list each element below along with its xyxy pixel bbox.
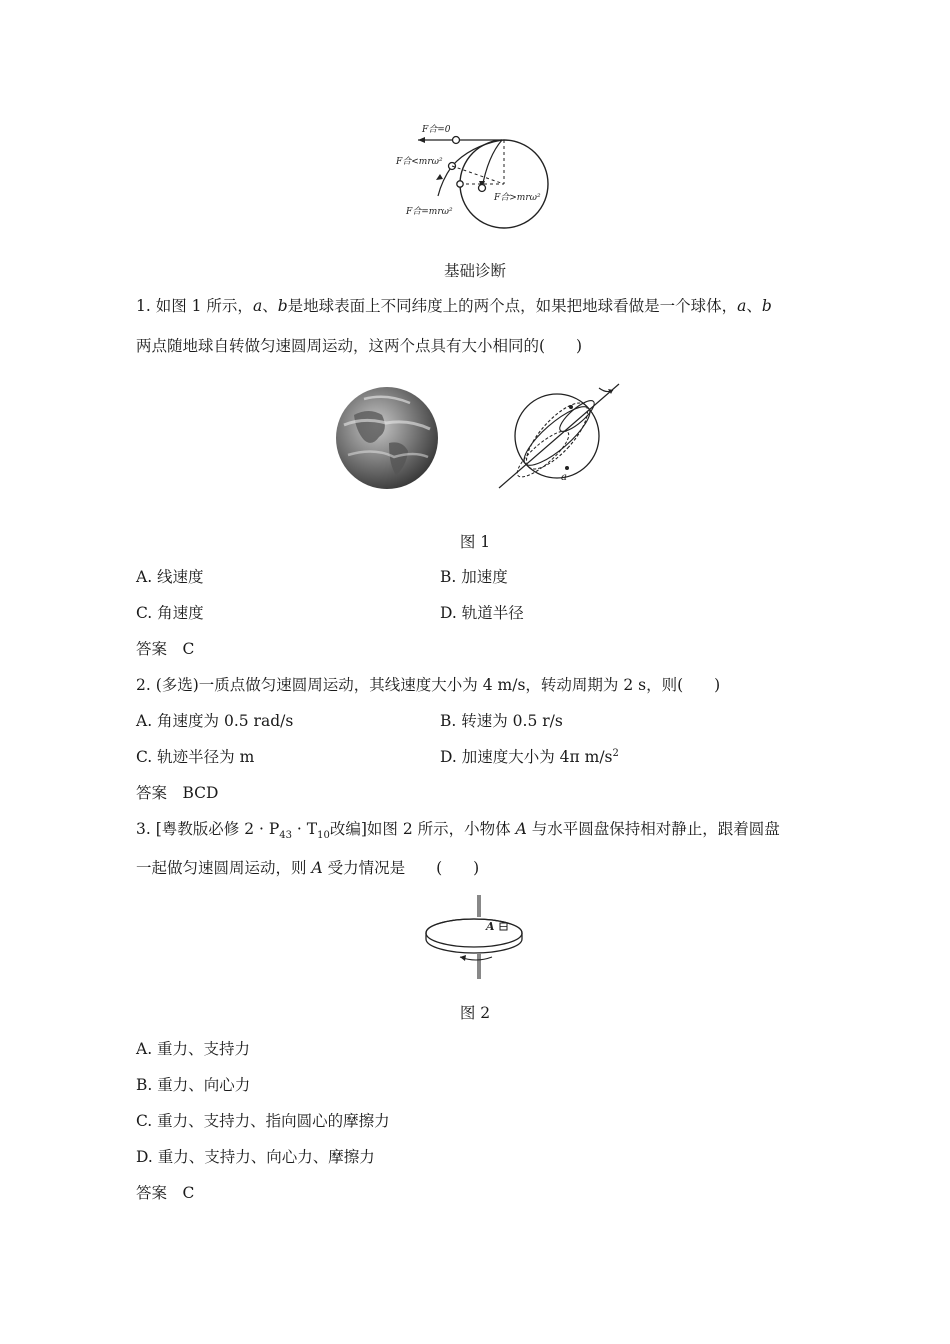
q3-text: 与水平圆盘保持相对静止，跟着圆盘 (526, 820, 780, 838)
q1-text: 1. 如图 1 所示， (136, 297, 253, 315)
q2-option-d-sup: 2 (612, 747, 619, 759)
q1-option-c: C. 角速度 (136, 604, 204, 622)
q2-option-a: A. 角速度为 0.5 rad/s (136, 712, 294, 730)
label-f-equal: F合=mrω² (406, 207, 453, 217)
q1-answer: 答案 C (136, 640, 195, 658)
q3-option-b: B. 重力、向心力 (136, 1076, 251, 1094)
q2-stem: 2. (多选)一质点做匀速圆周运动，其线速度大小为 4 m/s，转动周期为 2 s，则( ) (136, 676, 721, 694)
q3-option-c: C. 重力、支持力、指向圆心的摩擦力 (136, 1112, 390, 1130)
q3-stem-line2 (136, 857, 479, 879)
q1-var-b: b (277, 297, 288, 315)
rotating-disk-diagram (420, 893, 530, 981)
q1-stem-line1 (136, 295, 772, 317)
ball-inner (479, 185, 486, 192)
section-title: 基础诊断 (443, 262, 506, 280)
q1-sep: 、 (262, 297, 278, 315)
q1-sep: 、 (746, 297, 762, 315)
globe-diagram (495, 380, 625, 492)
q3-text: · T (292, 820, 318, 838)
ball-on-circle (457, 181, 463, 187)
q3-answer: 答案 C (136, 1184, 195, 1202)
q2-option-c: C. 轨迹半径为 m (136, 748, 255, 766)
q3-text: 一起做匀速圆周运动，则 (136, 859, 312, 877)
q2-option-d-text: D. 加速度大小为 4π m/s (440, 748, 613, 766)
q1-option-a: A. 线速度 (136, 568, 204, 586)
label-f-less: F合<mrω² (396, 157, 443, 167)
earth-photo (334, 385, 440, 491)
label-f-greater: F合>mrω² (494, 193, 541, 203)
q2-answer: 答案 BCD (136, 784, 219, 802)
q1-option-b: B. 加速度 (440, 568, 508, 586)
q1-var-a: a (737, 297, 747, 315)
label-f-zero: F合=0 (422, 125, 451, 135)
q1-var-a: a (252, 297, 263, 315)
ball-tangent (453, 137, 460, 144)
q2-option-d (440, 746, 619, 768)
q3-text: 受力情况是 ( ) (322, 859, 480, 877)
q3-stem-line1 (136, 818, 780, 840)
q3-var-a: A (311, 859, 323, 877)
globe-point-label: a (561, 472, 567, 483)
q3-text: 改编]如图 2 所示，小物体 (329, 820, 516, 838)
figure-2-caption: 图 2 (459, 1004, 491, 1022)
q3-sub: 43 (279, 830, 292, 842)
q3-sub: 10 (317, 830, 330, 842)
q1-text: 是地球表面上不同纬度上的两个点，如果把地球看做是一个球体， (287, 297, 738, 315)
q3-option-d: D. 重力、支持力、向心力、摩擦力 (136, 1148, 375, 1166)
q3-text: 3. [粤教版必修 2 · P (136, 820, 280, 838)
q1-stem-line2: 两点随地球自转做匀速圆周运动，这两个点具有大小相同的( ) (136, 337, 583, 355)
q3-option-a: A. 重力、支持力 (136, 1040, 251, 1058)
circular-motion-force-diagram (390, 118, 565, 238)
q1-var-b: b (761, 297, 772, 315)
figure-1-caption: 图 1 (459, 533, 491, 551)
q1-option-d: D. 轨道半径 (440, 604, 524, 622)
q2-option-b: B. 转速为 0.5 r/s (440, 712, 563, 730)
q3-var-a: A (515, 820, 527, 838)
disk-object-label: A (486, 920, 495, 933)
